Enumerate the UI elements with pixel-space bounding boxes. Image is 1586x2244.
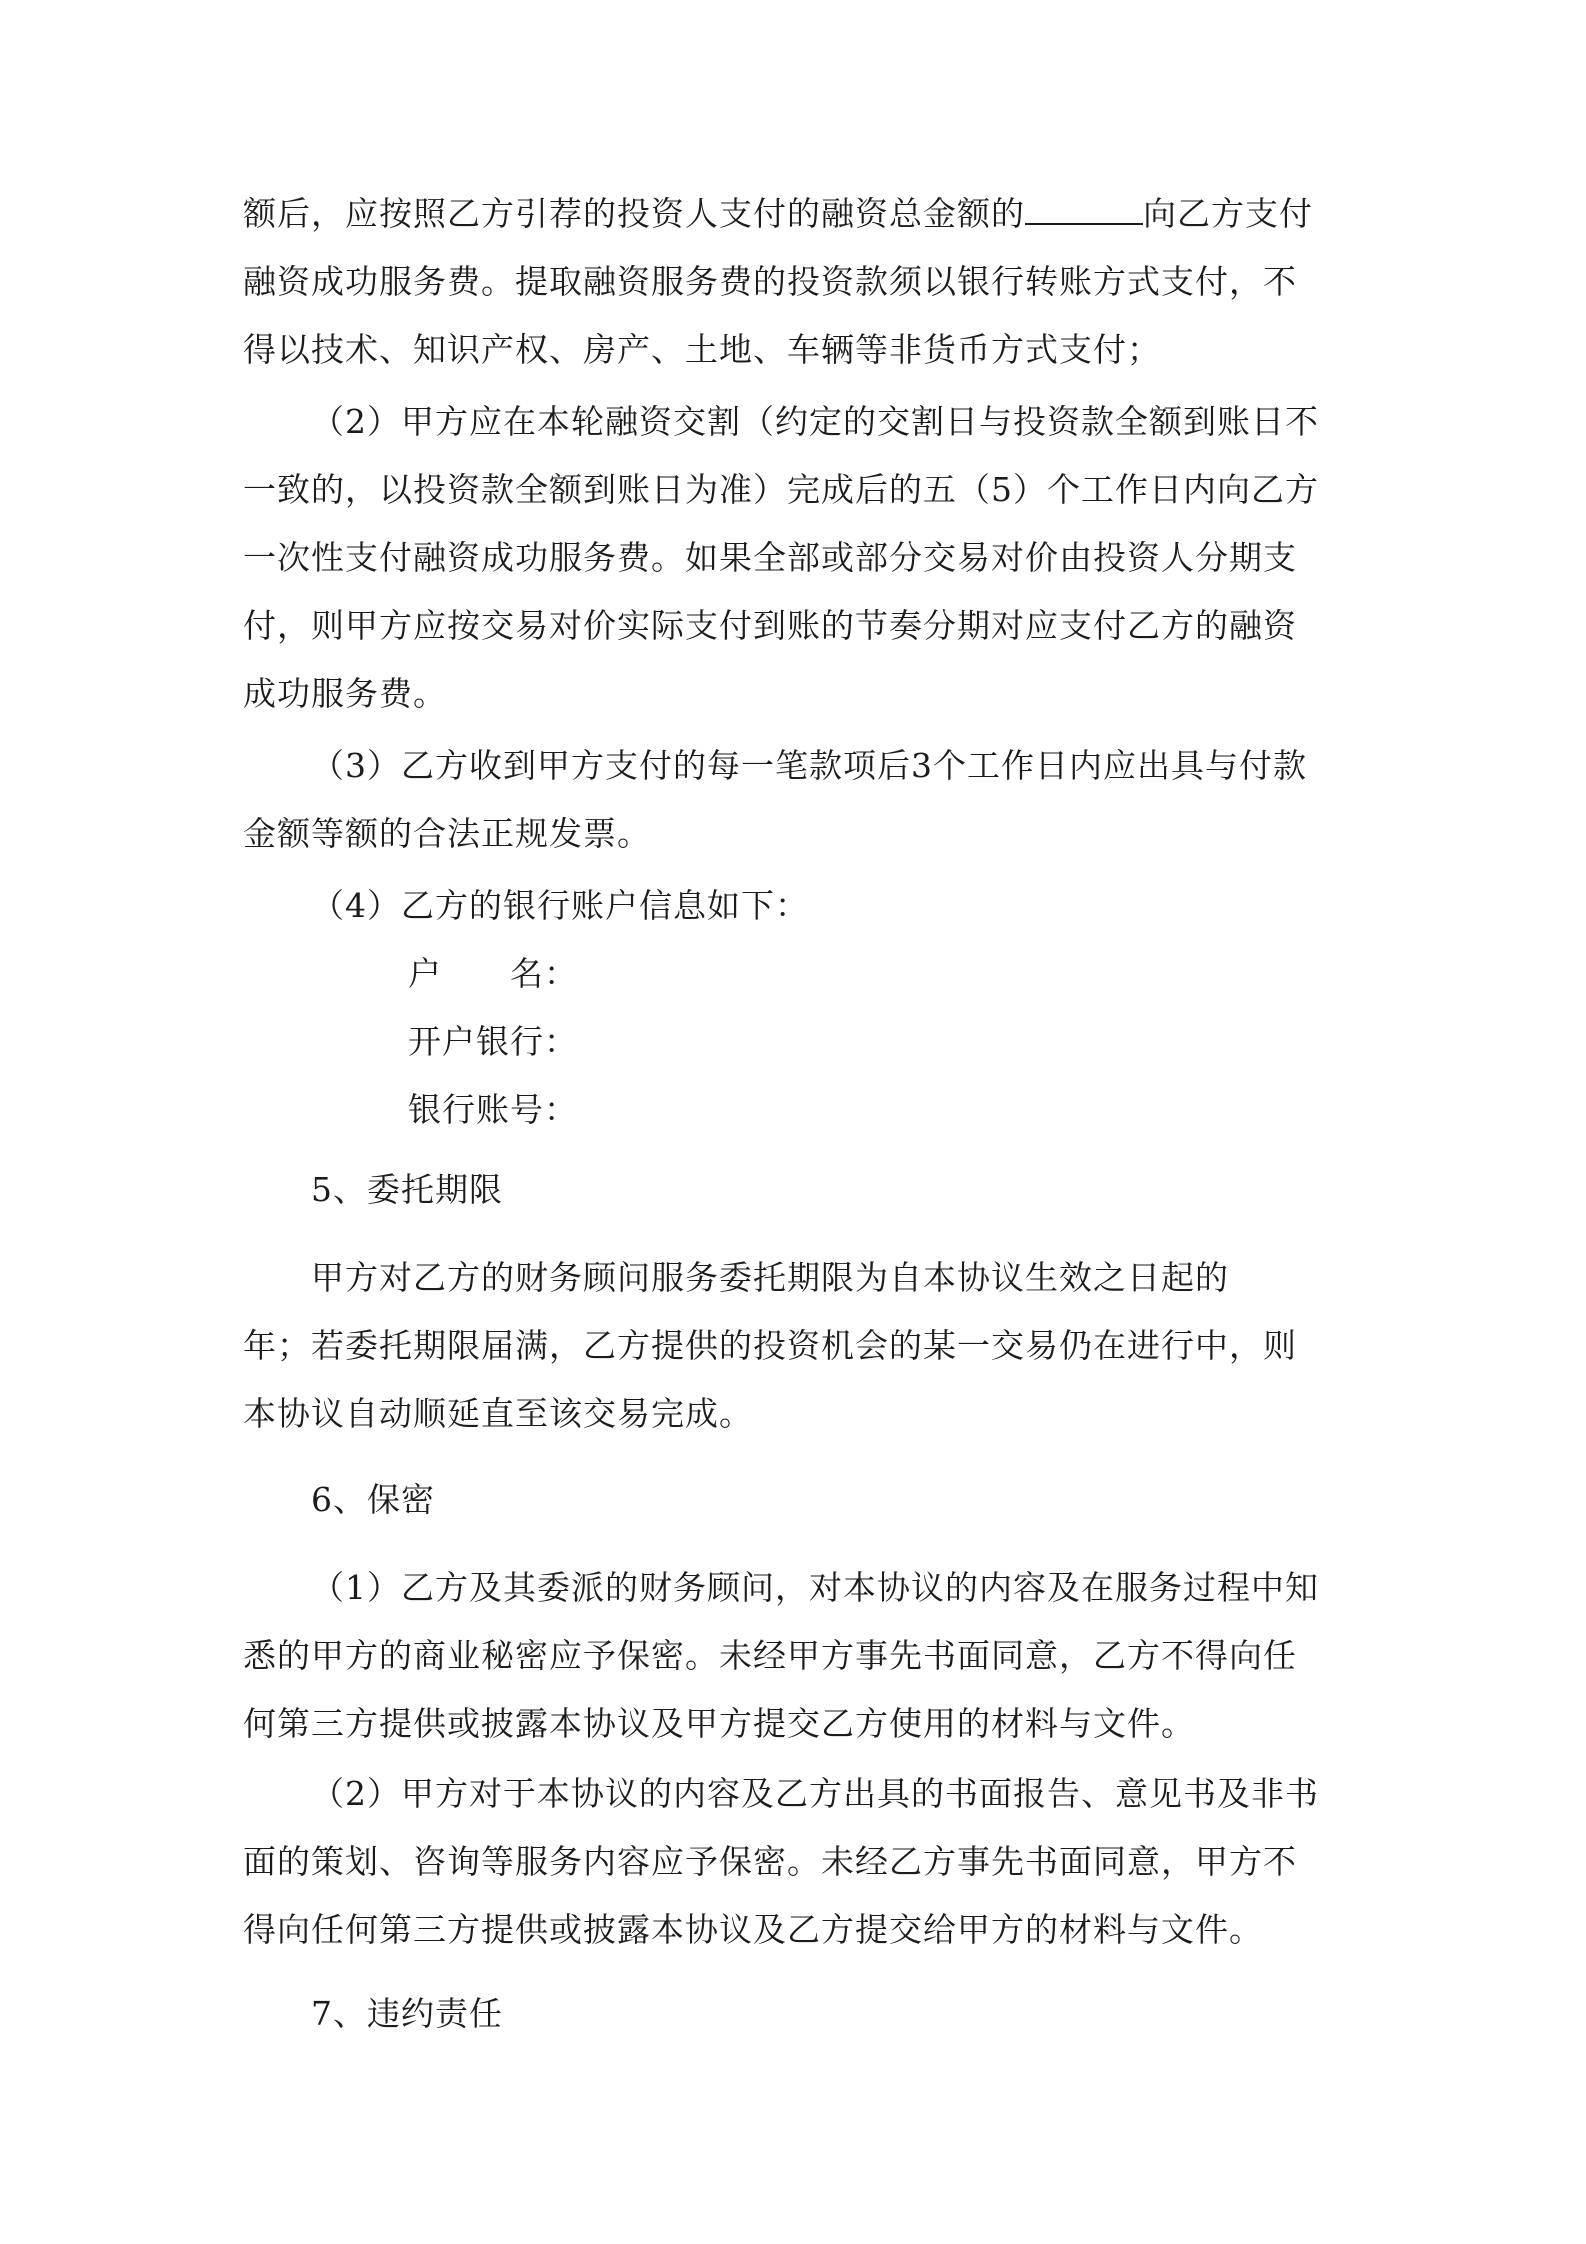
payment-timing-line-1: （2）甲方应在本轮融资交割（约定的交割日与投资款全额到账日不 [311, 402, 1319, 441]
fee-clause-line-1 [243, 180, 1313, 248]
confidentiality-p2-line-2: 面的策划、咨询等服务内容应予保密。未经乙方事先书面同意，甲方不 [243, 1842, 1297, 1881]
confidentiality-p2-line-1: （2）甲方对于本协议的内容及乙方出具的书面报告、意见书及非书 [311, 1774, 1319, 1813]
account-name-label: 户 名： [408, 954, 578, 993]
confidentiality-p2-line-3: 得向任何第三方提供或披露本协议及乙方提交给甲方的材料与文件。 [243, 1910, 1263, 1949]
payment-timing-line-3: 一次性支付融资成功服务费。如果全部或部分交易对价由投资人分期支 [243, 538, 1297, 577]
section-5-line-1: 甲方对乙方的财务顾问服务委托期限为自本协议生效之日起的 [311, 1258, 1229, 1297]
bank-name-label: 开户银行： [408, 1022, 578, 1061]
bank-info-intro: （4）乙方的银行账户信息如下： [311, 886, 809, 925]
fee-clause-line-1-pre: 额后，应按照乙方引荐的投资人支付的融资总金额的 [243, 194, 1025, 233]
section-6-heading: 6、保密 [311, 1480, 435, 1519]
payment-timing-line-4: 付，则甲方应按交易对价实际支付到账的节奏分期对应支付乙方的融资 [243, 606, 1297, 645]
invoice-line-2: 金额等额的合法正规发票。 [243, 814, 651, 853]
payment-timing-line-2: 一致的，以投资款全额到账日为准）完成后的五（5）个工作日内向乙方 [243, 470, 1319, 509]
payment-timing-line-5: 成功服务费。 [243, 674, 447, 713]
fee-clause-line-1-post: 向乙方支付 [1143, 194, 1313, 233]
account-number-label: 银行账号： [408, 1090, 578, 1129]
invoice-line-1: （3）乙方收到甲方支付的每一笔款项后3个工作日内应出具与付款 [311, 746, 1307, 785]
fee-clause-line-2: 融资成功服务费。提取融资服务费的投资款须以银行转账方式支付，不 [243, 262, 1297, 301]
fee-percentage-blank [1025, 183, 1143, 225]
section-5-line-2: 年；若委托期限届满，乙方提供的投资机会的某一交易仍在进行中，则 [243, 1326, 1297, 1365]
confidentiality-p1-line-1: （1）乙方及其委派的财务顾问，对本协议的内容及在服务过程中知 [311, 1568, 1319, 1607]
confidentiality-p1-line-3: 何第三方提供或披露本协议及甲方提交乙方使用的材料与文件。 [243, 1704, 1195, 1743]
confidentiality-p1-line-2: 悉的甲方的商业秘密应予保密。未经甲方事先书面同意，乙方不得向任 [243, 1636, 1297, 1675]
section-7-heading: 7、违约责任 [311, 1994, 503, 2033]
section-5-heading: 5、委托期限 [311, 1170, 503, 1209]
fee-clause-line-3: 得以技术、知识产权、房产、土地、车辆等非货币方式支付； [243, 330, 1161, 369]
section-5-line-3: 本协议自动顺延直至该交易完成。 [243, 1394, 753, 1433]
